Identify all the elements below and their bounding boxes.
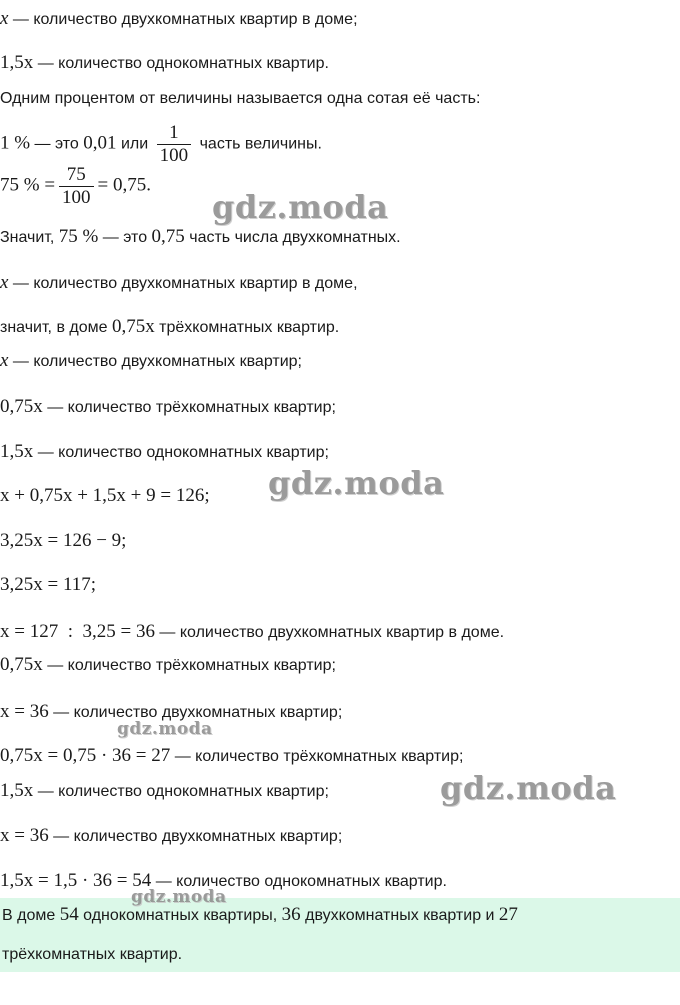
text-line (0, 530, 126, 552)
line-text: однокомнатных квартиры, (78, 907, 282, 924)
math-expr: 0,75x = 0,75 · 36 = 27 (0, 745, 171, 766)
math-expr: 54 (59, 904, 79, 925)
fraction-denominator: 100 (59, 186, 94, 209)
watermark-logo: gdz.moda (117, 719, 213, 739)
line-text: — количество трёхкомнатных квартир; (42, 399, 336, 416)
text-line (0, 654, 336, 676)
line-text: — количество однокомнатных квартир; (33, 783, 329, 800)
text-line (0, 350, 302, 372)
line-text: или (116, 135, 153, 153)
text-line (0, 316, 339, 338)
text-line (0, 745, 463, 767)
math-expr: 0,75 (151, 226, 185, 247)
line-text: — количество трёхкомнатных квартир; (42, 657, 336, 674)
text-line (0, 485, 210, 507)
math-expr: 1 % (0, 132, 31, 154)
line-text: — количество двухкомнатных квартир в доме; (8, 11, 358, 28)
line-text: — количество однокомнатных квартир; (33, 444, 329, 461)
line-text: — количество однокомнатных квартир. (151, 873, 447, 890)
line-text: трёхкомнатных квартир. (154, 319, 340, 336)
text-line (0, 780, 329, 802)
line-text: — количество двухкомнатных квартир; (48, 828, 343, 845)
text-line (0, 621, 504, 643)
watermark-logo: gdz.moda (212, 188, 389, 226)
line-text: — это (98, 229, 152, 246)
math-expr: 75 % (58, 226, 99, 247)
math-expr: 3,25x = 126 − 9; (0, 530, 127, 551)
math-expr: 0,75x (111, 316, 155, 337)
line-text: часть величины. (195, 135, 322, 153)
math-expr: 0,75x (0, 654, 43, 675)
text-line (0, 8, 358, 30)
math-expr: 3,25x = 117; (0, 574, 97, 595)
fraction-denominator: 100 (157, 144, 192, 167)
math-expr: x = 127 : 3,25 = 36 (0, 621, 155, 642)
answer-line (2, 904, 518, 926)
line-text: В доме (2, 907, 60, 924)
answer-box (0, 898, 680, 972)
math-expr: 1,5x (0, 780, 34, 801)
line-text: — количество двухкомнатных квартир в доме. (154, 624, 505, 641)
text-line (0, 825, 342, 847)
fraction-numerator: 1 (169, 122, 179, 143)
math-expr: 1,5x = 1,5 · 36 = 54 (0, 870, 152, 891)
line-text: — количество однокомнатных квартир. (33, 55, 329, 72)
line-text: значит, в доме (0, 319, 112, 336)
line-text: трёхкомнатных квартир. (2, 946, 183, 963)
watermark-logo: gdz.moda (440, 769, 617, 807)
answer-line (2, 946, 182, 964)
line-text: часть числа двухкомнатных. (184, 229, 401, 246)
line-text: двухкомнатных квартир и (300, 907, 499, 924)
math-expr: x + 0,75x + 1,5x + 9 = 126; (0, 485, 210, 506)
text-line (0, 52, 329, 74)
math-expr: 1,5x (0, 441, 34, 462)
fraction-numerator: 75 (66, 164, 86, 185)
text-line (0, 122, 322, 167)
math-expr: x = 36 (0, 701, 49, 722)
text-line (0, 226, 401, 248)
fraction (157, 122, 192, 167)
text-line (0, 164, 151, 209)
fraction (59, 164, 94, 209)
math-expr: 0,75x (0, 396, 43, 417)
line-text: — количество двухкомнатных квартир; (48, 704, 343, 721)
math-expr: = 0,75. (97, 174, 152, 196)
text-line (0, 272, 358, 294)
line-text: — количество двухкомнатных квартир; (8, 353, 302, 370)
line-text: Значит, (0, 229, 59, 246)
watermark-logo: gdz.moda (131, 887, 227, 907)
text-line (0, 441, 329, 463)
math-expr: 75 % = (0, 174, 56, 196)
text-line (0, 396, 336, 418)
math-expr: x (0, 350, 9, 371)
math-expr: 1,5x (0, 52, 34, 73)
math-expr: x = 36 (0, 825, 49, 846)
line-text: — количество двухкомнатных квартир в доме, (8, 275, 358, 292)
math-expr: x (0, 272, 9, 293)
math-expr: 27 (498, 904, 518, 925)
math-expr: 36 (281, 904, 301, 925)
text-line (0, 574, 96, 596)
line-text: — это (30, 135, 84, 153)
line-text: Одним процентом от величины называется одна сотая её часть: (0, 90, 481, 107)
math-expr: 0,01 (83, 132, 117, 154)
text-line (0, 90, 480, 108)
line-text: — количество трёхкомнатных квартир; (170, 748, 464, 765)
math-expr: x (0, 8, 9, 29)
watermark-logo: gdz.moda (268, 464, 445, 502)
